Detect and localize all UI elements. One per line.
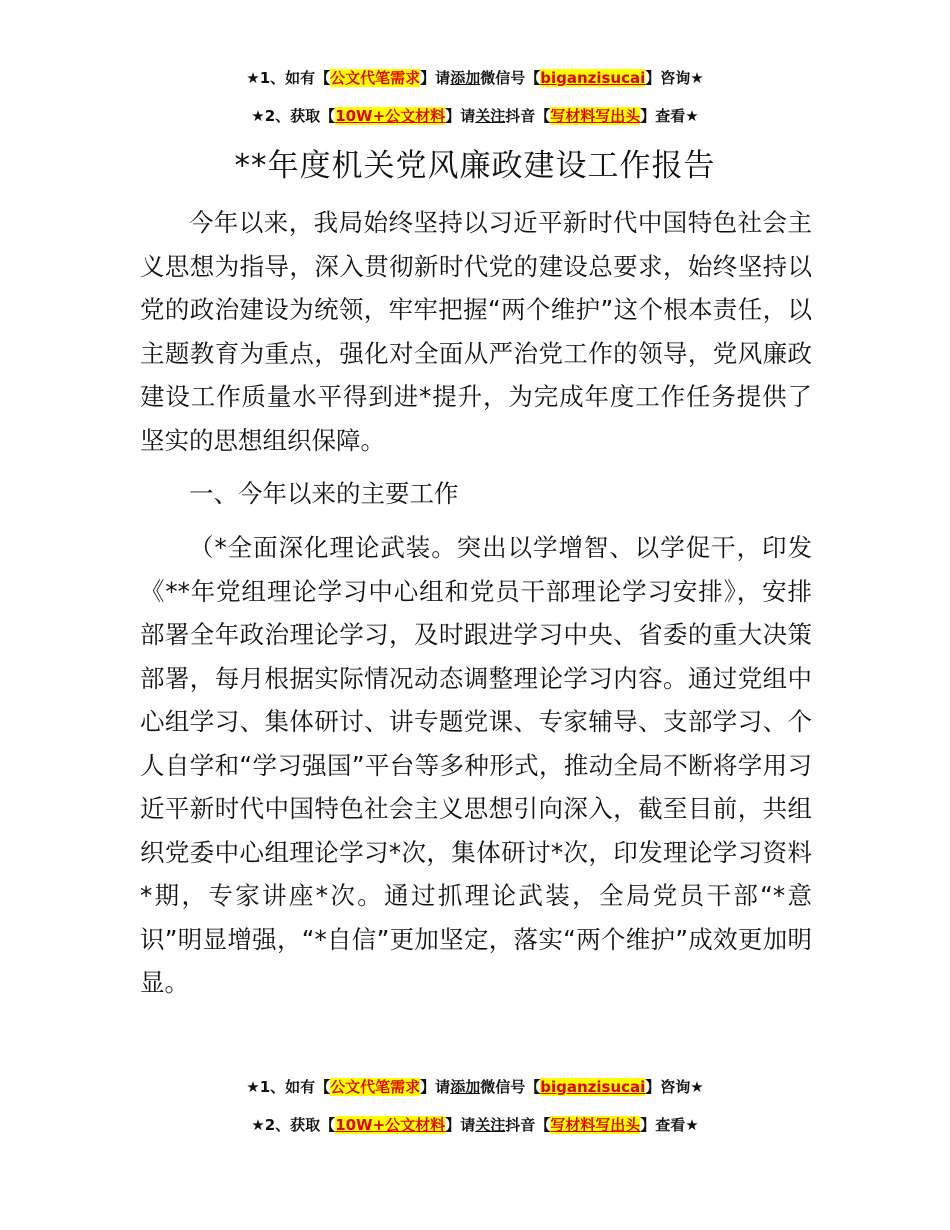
promo-text: 微信号【	[480, 1078, 541, 1096]
promo-text: ★2、获取【	[251, 1116, 336, 1134]
promo-underline: 关注	[475, 1116, 506, 1134]
document-body	[140, 201, 812, 462]
promo-line-1-top	[0, 68, 950, 88]
promo-underline: 关注	[475, 107, 506, 125]
promo-underline: 添加	[450, 1078, 481, 1096]
promo-wechat-id: biganzisucai	[540, 1078, 646, 1096]
promo-line-1-bottom	[0, 1077, 950, 1097]
promo-highlight: 公文代笔需求	[330, 69, 421, 87]
promo-text: 】请	[420, 69, 451, 87]
promo-text: 】查看★	[640, 1116, 699, 1134]
promo-text: ★2、获取【	[251, 107, 336, 125]
promo-text: 】咨询★	[645, 69, 704, 87]
section-heading-wrapper	[140, 472, 812, 516]
promo-text: 微信号【	[480, 69, 541, 87]
promo-line-2-bottom	[0, 1115, 950, 1135]
intro-paragraph: 今年以来，我局始终坚持以习近平新时代中国特色社会主义思想为指导，深入贯彻新时代党的建设总要求，始终坚持以党的政治建设为统领，牢牢把握“两个维护”这个根本责任，以主题教育为重点，强化对全面从严治党工作的领导，党风廉政建设工作质量水平得到进*提升，为完成年度工作任务提供了坚实的思想组织保障。	[140, 208, 812, 455]
promo-text: 】请	[420, 1078, 451, 1096]
promo-highlight: 10W+公文材料	[335, 1116, 446, 1134]
promo-wechat-id: biganzisucai	[540, 69, 646, 87]
promo-text: 】请	[445, 1116, 476, 1134]
promo-text: 抖音【	[505, 1116, 551, 1134]
promo-text: 】咨询★	[645, 1078, 704, 1096]
promo-text: ★1、如有【	[246, 69, 331, 87]
promo-highlight: 10W+公文材料	[335, 107, 446, 125]
section-body-wrapper	[140, 526, 812, 1005]
promo-highlight: 公文代笔需求	[330, 1078, 421, 1096]
document-title: **年度机关党风廉政建设工作报告	[234, 148, 716, 184]
promo-douyin-id: 写材料写出头	[550, 107, 641, 125]
promo-underline: 添加	[450, 69, 481, 87]
promo-text: 】查看★	[640, 107, 699, 125]
promo-text: 抖音【	[505, 107, 551, 125]
promo-douyin-id: 写材料写出头	[550, 1116, 641, 1134]
section-paragraph: （*全面深化理论武装。突出以学增智、以学促干，印发《**年党组理论学习中心组和党员干部理论学习安排》，安排部署全年政治理论学习，及时跟进学习中央、省委的重大决策部署，每月根据实际情况动态调整理论学习内容。通过党组中心组学习、集体研讨、讲专题党课、专家辅导、支部学习、个人自学和“学习强国”平台等多种形式，推动全局不断将学用习近平新时代中国特色社会主义思想引向深入，截至目前，共组织党委中心组理论学习*次，集体研讨*次，印发理论学习资料*期，专家讲座*次。通过抓理论武装，全局党员干部“*意识”明显增强，“*自信”更加坚定，落实“两个维护”成效更加明显。	[140, 533, 812, 997]
promo-line-2-top	[0, 106, 950, 126]
promo-text: 】请	[445, 107, 476, 125]
promo-text: ★1、如有【	[246, 1078, 331, 1096]
section-heading: 一、今年以来的主要工作	[189, 479, 459, 508]
